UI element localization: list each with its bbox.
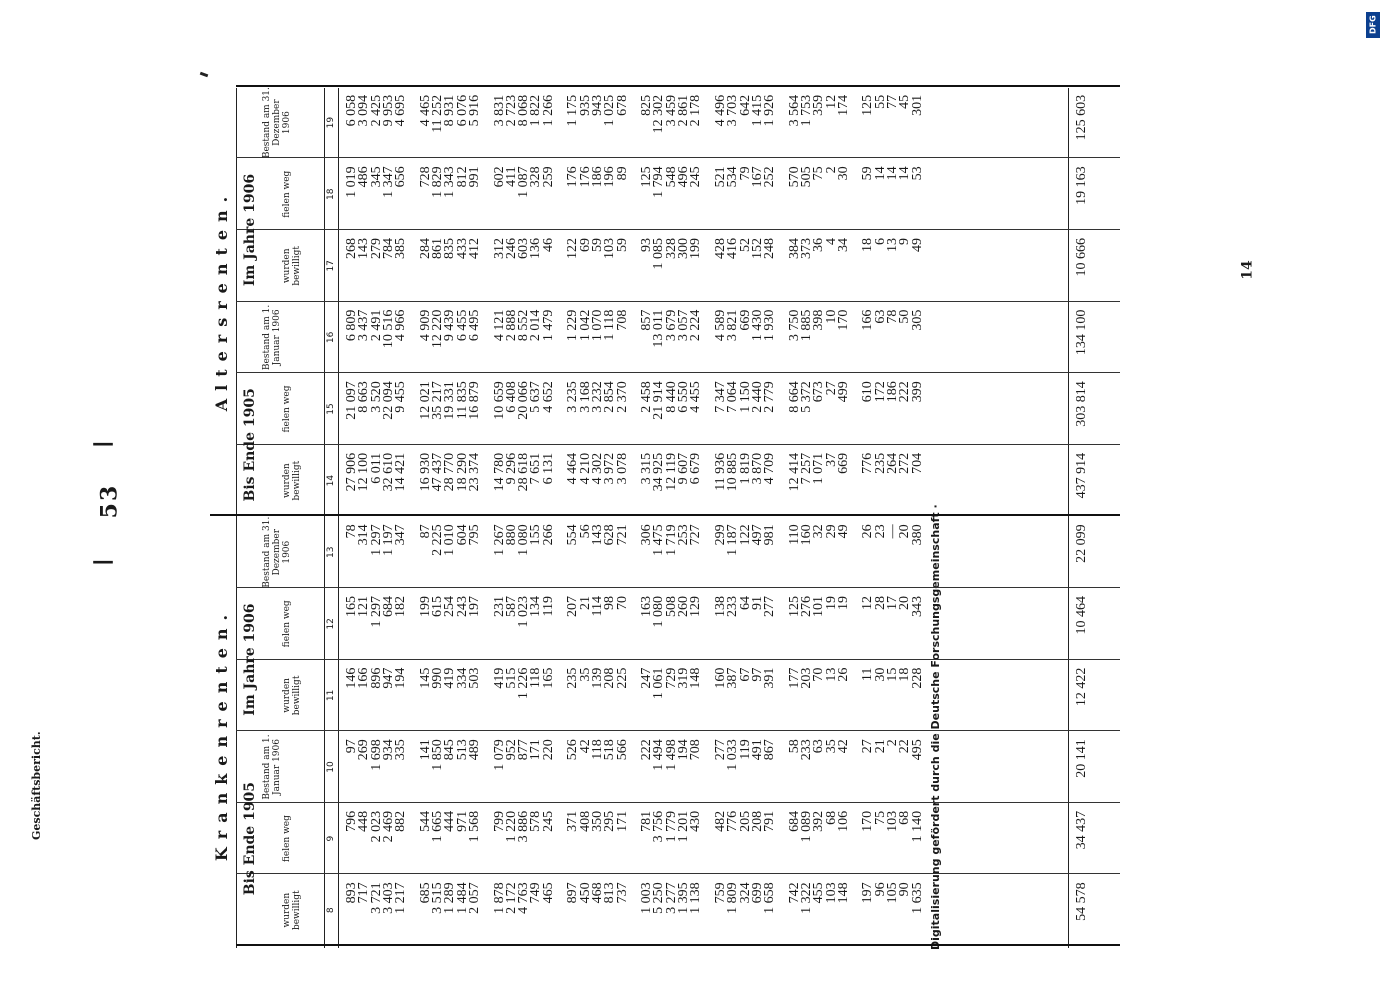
column-total: 34 437 <box>1074 810 1089 850</box>
column-number: 9 <box>326 835 336 842</box>
column-values: 1 019 486 345 1 347 656 728 1 829 1 343 812 991 602 411 1 087 328 259 176 176 186 196 89 125 1 794 548 496 245 521 534 79 167 252 570 505 75 2 30 59 14 14 14 53 <box>344 166 925 198</box>
column-total: 20 141 <box>1074 739 1089 778</box>
column-number: 18 <box>326 188 336 200</box>
column-total: 19 163 <box>1074 166 1089 205</box>
page-number: 53 <box>96 483 123 519</box>
column-subheader: wurden bewilligt <box>282 890 302 931</box>
column-values: 21 097 8 663 3 520 22 094 9 455 12 021 35 217 19 331 11 835 16 879 10 659 6 408 20 066 5 637 4 652 3 235 3 168 3 232 2 854 2 370 2 458 21 914 8 440 6 550 4 455 7 347 7 064 1 150 2 440 2 779 8 664 5 372 673 27 499 610 172 186 222 399 <box>344 381 925 420</box>
column-number: 19 <box>326 116 336 129</box>
dash-top: — <box>92 430 116 456</box>
rule-top <box>236 88 237 948</box>
column-number: 13 <box>326 546 336 558</box>
column-number: 14 <box>326 474 336 487</box>
column-values: 268 143 279 784 385 284 861 835 433 412 312 246 603 136 46 122 69 59 103 59 93 1 085 328 300 199 428 416 52 152 248 384 373 36 4 34 18 6 13 9 49 <box>344 238 925 270</box>
column-values: 146 166 896 947 194 145 990 419 334 503 419 515 1 226 118 165 235 35 139 208 225 247 1 061 729 319 148 160 387 67 97 391 177 203 70 13 26 11 30 15 18 228 <box>344 667 925 700</box>
column-values: 27 906 12 100 6 011 32 610 14 421 16 930 47 437 28 770 18 290 23 374 14 780 9 296 28 618 7 651 6 131 4 464 4 210 4 302 3 972 3 078 3 315 34 925 12 119 9 607 6 679 11 936 10 885 1 819 3 870 4 709 12 414 7 257 1 071 37 669 776 235 264 272 704 <box>344 452 925 492</box>
scan-speck <box>200 72 209 78</box>
column-total: 437 914 <box>1074 452 1089 499</box>
column-total: 54 578 <box>1074 882 1089 921</box>
statistics-table <box>210 88 1120 948</box>
column-total: 134 100 <box>1074 309 1089 356</box>
column-total: 12 422 <box>1074 667 1089 707</box>
column-subheader: fielen weg <box>282 600 292 648</box>
column-number: 10 <box>326 761 336 773</box>
group-header: Im Jahre 1906 <box>242 173 258 287</box>
group-header: Bis Ende 1905 <box>242 388 258 502</box>
column-values: 6 809 3 437 2 491 10 516 4 966 4 909 12 220 9 439 6 455 6 495 4 121 2 888 8 552 2 014 1 479 1 229 1 042 1 070 1 118 708 857 13 011 3 679 3 057 2 224 4 589 3 821 669 1 430 1 930 3 750 1 885 398 10 170 166 63 78 50 305 <box>344 309 925 349</box>
column-subheader: fielen weg <box>282 815 292 863</box>
column-subheader: wurden bewilligt <box>282 460 302 501</box>
rule-totals <box>1068 88 1069 948</box>
column-number: 17 <box>326 260 336 272</box>
column-rule <box>236 85 1120 87</box>
column-number: 15 <box>326 403 336 415</box>
rule-header <box>324 88 325 948</box>
side-label: Geschäftsbericht. <box>30 731 43 840</box>
column-subheader: fielen weg <box>282 170 292 218</box>
rule-col-numbers <box>338 88 339 948</box>
dash-bottom: — <box>92 548 116 574</box>
column-values: 6 058 3 094 2 425 9 953 4 695 4 465 11 252 8 931 6 076 5 916 3 831 2 723 8 068 1 822 1 266 1 175 935 943 1 025 678 825 12 302 3 459 2 861 2 178 4 496 3 703 642 1 415 1 926 3 564 1 753 359 12 174 125 55 77 45 301 <box>344 94 925 134</box>
column-subheader: Bestand am 31. Dezember 1906 <box>262 87 292 159</box>
column-number: 16 <box>326 331 336 344</box>
column-total: 22 099 <box>1074 524 1089 563</box>
column-subheader: Bestand am 31. Dezember 1906 <box>262 516 292 588</box>
column-subheader: Bestand am 1. Januar 1906 <box>262 734 282 800</box>
group-header: Im Jahre 1906 <box>242 603 258 716</box>
section-altersrenten: Altersrenten. <box>212 188 231 412</box>
column-subheader: fielen weg <box>282 385 292 433</box>
column-total: 303 814 <box>1074 381 1089 427</box>
column-subheader: wurden bewilligt <box>282 245 302 286</box>
column-values: 97 269 1 698 934 335 141 1 850 845 513 489 1 079 952 877 171 220 526 42 118 518 566 222 1 494 1 498 194 708 277 1 033 119 491 867 58 233 63 35 42 27 21 2 22 495 <box>344 739 925 771</box>
column-number: 8 <box>326 907 336 914</box>
column-subheader: wurden bewilligt <box>282 675 302 716</box>
column-values: 78 314 1 297 1 197 347 87 2 225 1 010 604 795 1 267 880 1 080 155 266 554 56 143 628 721 306 1 475 1 719 253 727 299 1 187 122 497 981 110 160 32 29 49 26 23 — 20 380 <box>344 524 925 556</box>
column-subheader: Bestand am 1. Januar 1906 <box>262 304 282 371</box>
column-total: 10 666 <box>1074 238 1089 277</box>
column-number: 12 <box>326 618 336 630</box>
column-values: 165 121 1 297 684 182 199 615 254 243 197 231 587 1 023 134 119 207 21 114 98 70 163 1 080 508 260 129 138 233 64 91 277 125 276 101 19 19 12 28 17 20 343 <box>344 596 925 628</box>
column-values: 893 717 3 721 3 403 1 217 685 3 515 1 289 1 484 2 057 1 878 2 172 4 763 749 465 897 450 468 813 737 1 003 5 250 3 277 1 395 1 138 759 1 809 324 699 1 658 742 1 322 455 103 148 197 96 105 90 1 635 <box>344 882 925 914</box>
column-values: 796 448 2 023 2 469 882 544 1 665 444 971 1 568 799 1 220 3 886 578 245 371 408 350 295 171 781 3 756 1 779 1 201 430 482 776 205 208 791 684 1 089 392 68 106 170 75 103 68 1 140 <box>344 810 925 843</box>
group-header: Bis Ende 1905 <box>242 781 258 896</box>
section-krankenrenten: Krankenrenten. <box>212 606 231 862</box>
digitization-note: Digitalisierung gefördert durch die Deutsche Forschungsgemeinschaft · <box>929 504 943 950</box>
dfg-logo: DFG <box>1366 12 1380 38</box>
column-total: 125 603 <box>1074 94 1089 141</box>
column-total: 10 464 <box>1074 596 1089 635</box>
column-number: 11 <box>326 689 336 702</box>
sheet-mark: 14 <box>1239 260 1256 280</box>
